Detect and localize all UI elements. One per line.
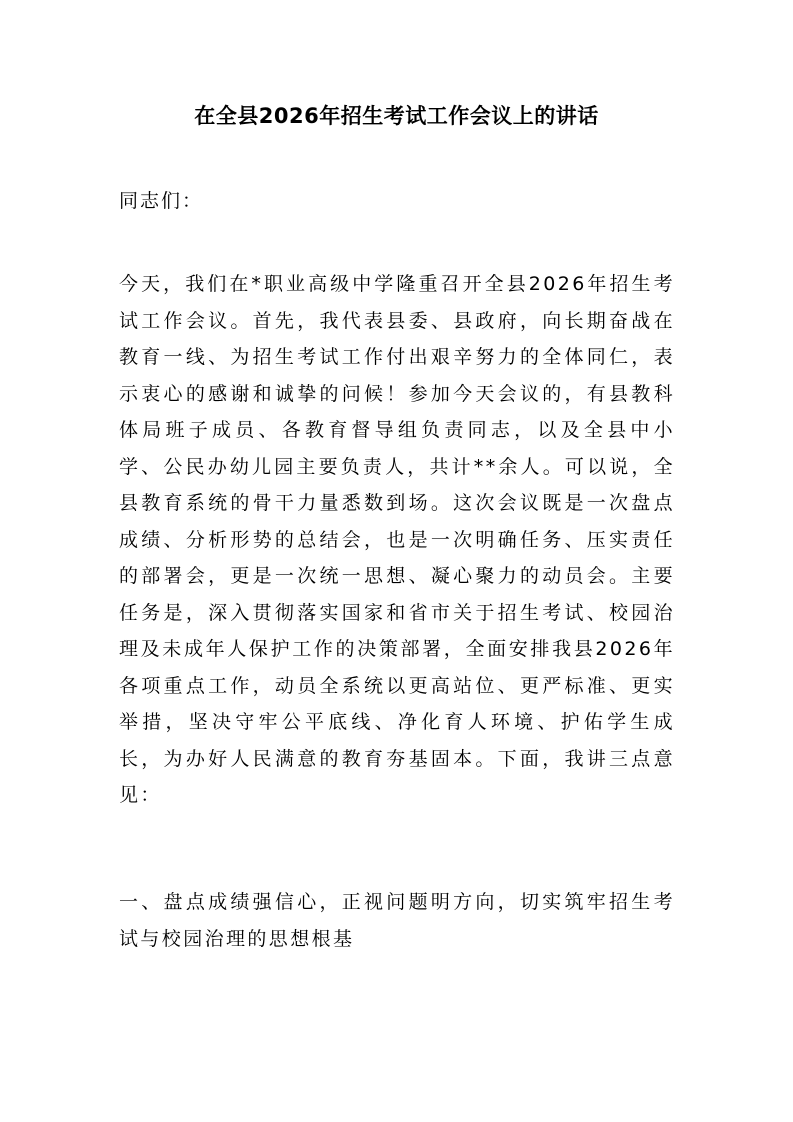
body-paragraph: 今天，我们在*职业高级中学隆重召开全县2026年招生考试工作会议。首先，我代表县委、县政府，向长期奋战在教育一线、为招生考试工作付出艰辛努力的全体同仁，表示衷心的感谢和诚挚的问候！参加今天会议的，有县教科体局班子成员、各教育督导组负责同志，以及全县中小学、公民办幼儿园主要负责人，共计**余人。可以说，全县教育系统的骨干力量悉数到场。这次会议既是一次盘点成绩、分析形势的总结会，也是一次明确任务、压实责任的部署会，更是一次统一思想、凝心聚力的动员会。主要任务是，深入贯彻落实国家和省市关于招生考试、校园治理及未成年人保护工作的决策部署，全面安排我县2026年各项重点工作，动员全系统以更高站位、更严标准、更实举措，坚决守牢公平底线、净化育人环境、护佑学生成长，为办好人民满意的教育夯基固本。下面，我讲三点意见： <box>119 273 675 806</box>
document-title: 在全县2026年招生考试工作会议上的讲话 <box>194 104 599 128</box>
salutation: 同志们： <box>119 190 204 212</box>
section-heading: 一、盘点成绩强信心，正视问题明方向，切实筑牢招生考试与校园治理的思想根基 <box>119 891 675 950</box>
